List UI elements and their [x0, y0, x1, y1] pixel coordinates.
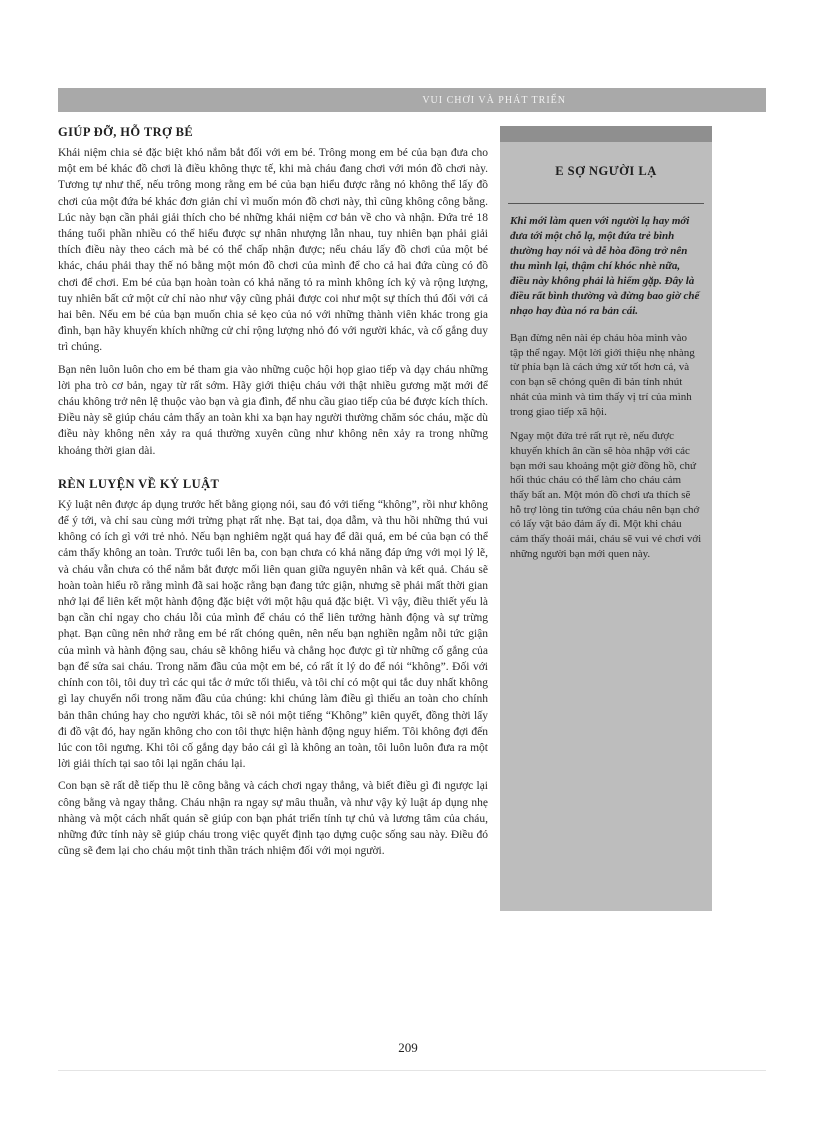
- paragraph: Khái niệm chia sẻ đặc biệt khó nắm bắt đối với em bé. Trông mong em bé của bạn đưa cho một em bé khác đồ chơi là điều không thực tế, khi mà cháu đang chơi với món đồ chơi này. Tương tự như thế, nếu trông mong rằng em bé của bạn hiểu được rằng nó không thể lấy đồ chơi của một đứa bé khác đơn giản chỉ vì muốn món đồ chơi này, thì cũng không công bằng. Lúc này bạn cần phải giải thích cho bé những khái niệm cơ bản về cho và nhận. Đứa trẻ 18 tháng tuổi phần nhiều có thể hiểu được sự nhân nhượng lẫn nhau, tuy nhiên bạn phải giải thích điều này theo cách mà bé có thể chấp nhận được; nếu cháu lấy đồ chơi của một bé khác, cháu phải thay thế nó bằng một món đồ chơi của mình để cho cả hai đứa cùng có đồ chơi để chơi. Em bé của bạn hoàn toàn có khả năng tỏ ra mình không ích kỷ và rộng lượng, tuy nhiên bất cứ một cử chỉ nào như vậy cũng phải được coi như một sự thích thú đối với cả hai bên. Nếu em bé của bạn muốn chia sẻ kẹo của nó với những thành viên khác trong gia đình, bạn hãy khuyến khích những cử chỉ rộng lượng nhỏ đó với người khác, và cố gắng duy trì chúng.: [58, 147, 488, 354]
- sidebar-intro: Khi mới làm quen với người lạ hay mới đưa tới một chỗ lạ, một đứa trẻ bình thường hay nói và dễ hòa đồng trở nên thu mình lại, thậm chí khóc nhè nữa, điều này không phải là hiếm gặp. Đây là điều rất bình thường và đừng bao giờ chế nhạo hay đùa nó ra bản cái.: [510, 215, 700, 317]
- section-heading-support: GIÚP ĐỠ, HỖ TRỢ BÉ: [58, 125, 194, 139]
- sidebar-paragraph: Bạn đừng nên nài ép cháu hòa mình vào tập thể ngay. Một lời giới thiệu nhẹ nhàng từ phía bạn là cách ứng xử tốt hơn cả, và con bạn sẽ chóng quên đi bản tính nhút nhát của mình và tìm thấy vị trí của mình trong giao tiếp xã hội.: [510, 332, 695, 418]
- sidebar-top-bar: [500, 126, 712, 142]
- section-heading-discipline: RÈN LUYỆN VỀ KỶ LUẬT: [58, 476, 220, 491]
- chapter-title: VUI CHƠI VÀ PHÁT TRIỂN: [422, 94, 566, 106]
- footer-divider: [58, 1070, 766, 1071]
- sidebar-paragraph: Ngay một đứa trẻ rất rụt rè, nếu được khuyến khích ân cần sẽ hòa nhập với các bạn mới sau khoảng một giờ đồng hồ, chứ hối thúc cháu có thể làm cho cháu cảm thấy bất an. Một món đồ chơi ưa thích sẽ hỗ trợ lòng tin tưởng của cháu nên bạn chớ có lấy vật bảo đảm ấy đi. Một khi cháu cảm thấy thoải mái, cháu sẽ vui vẻ chơi với những người bạn mới quen này.: [510, 430, 702, 560]
- chapter-header-band: [58, 88, 766, 112]
- sidebar-divider: [508, 203, 704, 204]
- sidebar-box: [500, 126, 712, 911]
- main-column: [58, 125, 488, 865]
- paragraph: Con bạn sẽ rất dễ tiếp thu lẽ công bằng và cách chơi ngay thẳng, và biết điều gì đi ngược lại công bằng và ngay thẳng. Cháu nhận ra ngay sự mâu thuẫn, và như vậy kỷ luật áp dụng nhẹ nhàng và một cách nhất quán sẽ giúp con bạn phát triển tính tự chủ và lương tâm của cháu, những đức tính này sẽ giúp cháu trong việc quyết định tạo dựng cuộc sống sau này. Điều đó cũng sẽ đem lại cho cháu một tinh thần trách nhiệm đối với mọi người.: [58, 780, 488, 858]
- paragraph: Bạn nên luôn luôn cho em bé tham gia vào những cuộc hội họp giao tiếp và dạy cháu những lời pha trò cơ bản, ngay từ rất sớm. Hãy giới thiệu cháu với thật nhiều gương mặt mới để cháu không trở nên lệ thuộc vào bạn và gia đình, để nhu cầu giao tiếp của bé được kích thích. Điều này sẽ giúp cháu cảm thấy an toàn khi xa bạn hay người thường chăm sóc cháu, mặc dù điều này không nên xảy ra quá thường xuyên cũng như không nên xảy ra trong những khoảng thời gian dài.: [58, 363, 488, 457]
- paragraph: Kỷ luật nên được áp dụng trước hết bằng giọng nói, sau đó với tiếng “không”, rồi như không để ý tới, và chỉ sau cùng mới trừng phạt rất nhẹ. Bạt tai, dọa dẫm, và thu hồi những thú vui không có ích gì với trẻ nhỏ. Nếu bạn nghiêm ngặt quá hay để dãi quá, em bé của bạn có thể cảm thấy không an toàn. Trước tuổi lên ba, con bạn chưa có khả năng đáp ứng với mọi lý lẽ, và cháu vẫn chưa có thể nắm bắt được mối liên quan giữa nguyên nhân và kết quả. Cháu sẽ hoàn toàn hiểu rõ rằng mình đã sai hoặc rằng bạn đang tức giận, nhưng sẽ phải mất thời gian nhớ lại để liên kết một hành động đặc biệt với một hậu quả đặc biệt. Vì vậy, điều thiết yếu là bạn cần chỉ ngay cho cháu lỗi của mình để cháu có thể liên tưởng hành động và sự trừng phạt. Bạn cũng nên nhớ rằng em bé rất chóng quên, nên nếu bạn nghiền ngẫm nỗi tức giận của mình và hành động sau, cháu sẽ không hiểu và chẳng học được gì từ những cố gắng của bạn để sửa sai cháu. Trong năm đầu của một em bé, có rất ít lý do để nói “không”. Đối với chính con tôi, tôi duy trì các qui tắc ở mức tối thiểu, và tôi chỉ có một qui tắc duy nhất không gì lay chuyển nổi trong năm đầu của chúng: khi chúng làm điều gì thiếu an toàn cho chính bản thân chúng hay cho người khác, tôi sẽ nói một tiếng “Không” kiên quyết, đồng thời lấy đi đồ vật đó, hay ngăn không cho con tôi thực hiện hành động nguy hiểm. Tôi không đợi đến lúc con tôi ngưng. Khi tôi cố gắng dạy bảo cái gì là không an toàn, tôi luôn luôn đưa ra một lời giải thích tại sao tôi lại ngăn cháu lại.: [58, 498, 488, 771]
- page-number: 209: [398, 1040, 418, 1055]
- sidebar-title: E SỢ NGƯỜI LẠ: [555, 164, 657, 178]
